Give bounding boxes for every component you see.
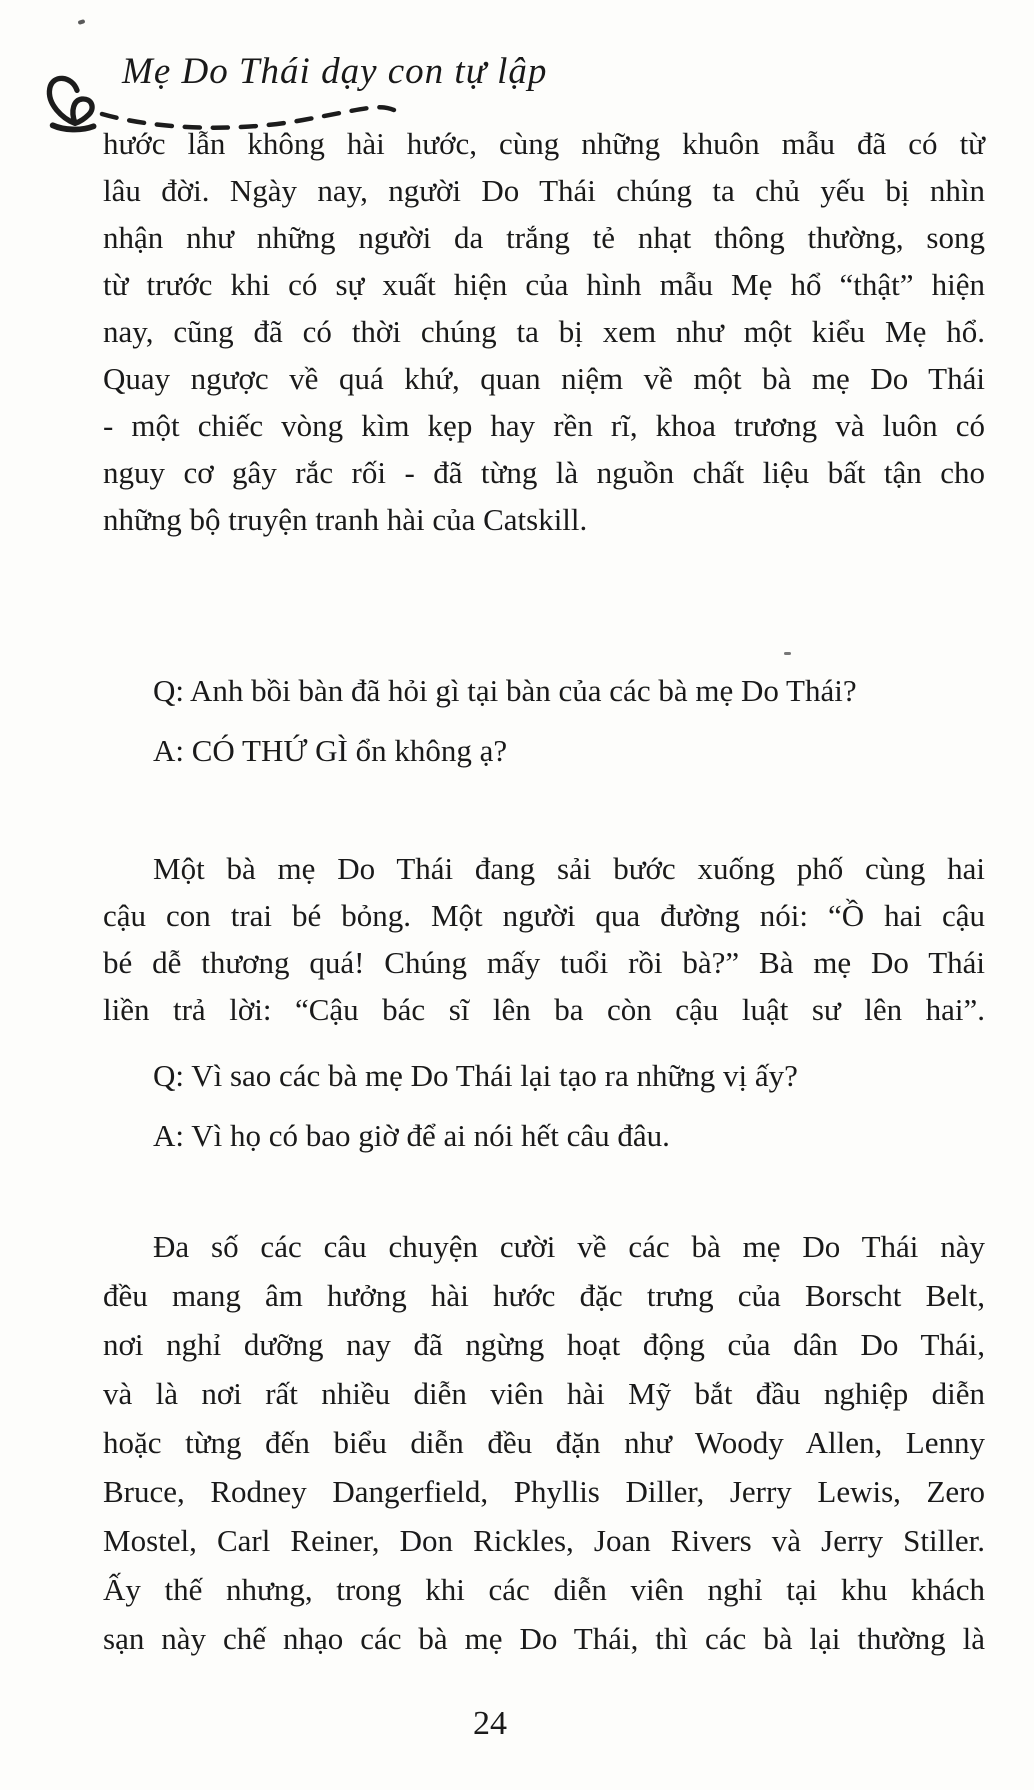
text-line: cậu con trai bé bỏng. Một người qua đường nói: “Ồ hai cậu: [103, 898, 985, 933]
text-line: nguy cơ gây rắc rối - đã từng là nguồn chất liệu bất tận cho: [103, 455, 985, 490]
text-line: đều mang âm hưởng hài hước đặc trưng của Borscht Belt,: [103, 1278, 985, 1313]
scan-speck: [78, 19, 86, 25]
qa-question: Q: Anh bồi bàn đã hỏi gì tại bàn của các bà mẹ Do Thái?: [153, 673, 857, 708]
text-line: nay, cũng đã có thời chúng ta bị xem như một kiểu Mẹ hổ.: [103, 314, 985, 349]
text-line: - một chiếc vòng kìm kẹp hay rền rĩ, khoa trương và luôn có: [103, 408, 985, 443]
text-line: liền trả lời: “Cậu bác sĩ lên ba còn cậu luật sư lên hai”.: [103, 992, 985, 1027]
text-line: bé dễ thương quá! Chúng mấy tuổi rồi bà?” Bà mẹ Do Thái: [103, 945, 985, 980]
text-line: lâu đời. Ngày nay, người Do Thái chúng ta chủ yếu bị nhìn: [103, 173, 985, 208]
qa-question: Q: Vì sao các bà mẹ Do Thái lại tạo ra những vị ấy?: [153, 1058, 798, 1093]
running-head-title: Mẹ Do Thái dạy con tự lập: [122, 51, 548, 92]
text-line: nhận như những người da trắng tẻ nhạt thông thường, song: [103, 220, 985, 255]
text-line: và là nơi rất nhiều diễn viên hài Mỹ bắt đầu nghiệp diễn: [103, 1376, 985, 1411]
text-line: Ấy thế nhưng, trong khi các diễn viên nghỉ tại khu khách: [103, 1572, 985, 1607]
text-line: Một bà mẹ Do Thái đang sải bước xuống phố cùng hai: [153, 851, 985, 886]
qa-block-2: [103, 1050, 985, 1162]
text-line: Mostel, Carl Reiner, Don Rickles, Joan Rivers và Jerry Stiller.: [103, 1523, 985, 1558]
text-line: nơi nghỉ dưỡng nay đã ngừng hoạt động của dân Do Thái,: [103, 1327, 985, 1362]
text-line: Đa số các câu chuyện cười về các bà mẹ Do Thái này: [153, 1229, 985, 1264]
text-line: hước lẫn không hài hước, cùng những khuôn mẫu đã có từ: [103, 126, 985, 161]
qa-answer: A: Vì họ có bao giờ để ai nói hết câu đâu.: [153, 1118, 670, 1153]
text-line: hoặc từng đến biểu diễn đều đặn như Woody Allen, Lenny: [103, 1425, 985, 1460]
qa-answer: A: CÓ THỨ GÌ ổn không ạ?: [153, 733, 508, 768]
text-line: những bộ truyện tranh hài của Catskill.: [103, 502, 588, 537]
page-body: [103, 120, 985, 1663]
page-number: 24: [473, 1705, 507, 1742]
text-line: sạn này chế nhạo các bà mẹ Do Thái, thì các bà lại thường là: [103, 1621, 985, 1656]
text-line: Bruce, Rodney Dangerfield, Phyllis Diller, Jerry Lewis, Zero: [103, 1474, 985, 1509]
text-line: từ trước khi có sự xuất hiện của hình mẫu Mẹ hổ “thật” hiện: [103, 267, 985, 302]
paragraph-2: [103, 845, 985, 1033]
paragraph-3: [103, 1222, 985, 1663]
paragraph-1: [103, 120, 985, 543]
qa-block-1: [103, 665, 985, 777]
text-line: Quay ngược về quá khứ, quan niệm về một bà mẹ Do Thái: [103, 361, 985, 396]
